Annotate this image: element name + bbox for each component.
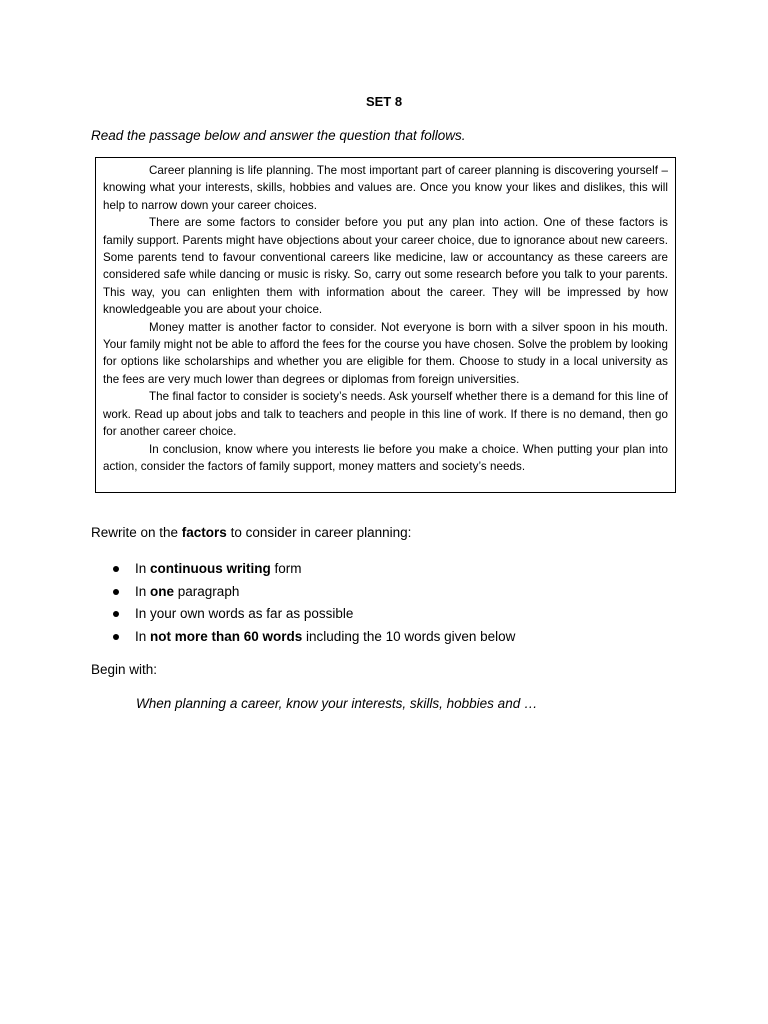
requirement-prefix: In your own words as far as possible — [135, 606, 354, 621]
requirement-prefix: In — [135, 628, 151, 644]
task-instruction — [91, 525, 411, 540]
passage-paragraph-1: Career planning is life planning. The most important part of career planning is discovering yourself – knowing what your interests, skills, hobbies and values are. Once you know your likes and dislikes, this will help to narrow down your career choices. — [103, 164, 668, 212]
requirement-bold: continuous writing — [150, 561, 271, 576]
passage-paragraph-4: The final factor to consider is society’s needs. Ask yourself whether there is a demand for this line of work. Read up about jobs and talk to teachers and people in this line of work. If there is no demand, then go for another career choice. — [103, 390, 668, 439]
requirement-suffix: form — [270, 561, 302, 576]
task-bold: factors — [181, 525, 227, 540]
requirement-bold: not more than 60 words — [150, 628, 303, 644]
requirement-bold: one — [150, 583, 175, 599]
passage-paragraph-2: There are some factors to consider before you put any plan into action. One of these factors is family support. Parents might have objections about your career choice, due to ignorance about new careers. Some parents tend to favour conventional careers like medicine, law or accountancy as these careers are considered safe while dancing or music is risky. So, carry out some research before you talk to your parents. This way, you can enlighten them with information about the career. They will be impressed by how knowledgeable you are about your choice. — [103, 216, 668, 317]
requirement-prefix: In — [135, 561, 151, 576]
bullet-icon — [113, 634, 119, 640]
passage-paragraph-5: In conclusion, know where you interests lie before you make a choice. When putting your plan into action, consider the factors of family support, money matters and society’s needs. — [103, 442, 668, 473]
task-suffix: to consider in career planning: — [226, 525, 412, 540]
bullet-icon — [113, 611, 119, 617]
requirement-prefix: In — [135, 583, 151, 599]
passage-paragraph-3: Money matter is another factor to consider. Not everyone is born with a silver spoon in his mouth. Your family might not be able to afford the fees for the course you have chosen. Solve the problem by looking for options like scholarships and whether you are eligible for them. Choose to study in a local university as the fees are very much lower than degrees or diplomas from foreign universities. — [103, 320, 668, 386]
task-prefix: Rewrite on the — [91, 525, 182, 540]
requirement-item — [113, 603, 515, 626]
set-title: SET 8 — [365, 94, 403, 109]
requirement-item — [113, 581, 515, 604]
passage-box — [95, 157, 676, 493]
requirement-item — [113, 558, 515, 581]
requirement-suffix: including the 10 words given below — [302, 628, 516, 644]
begin-label: Begin with: — [91, 662, 158, 677]
bullet-icon — [113, 589, 119, 595]
bullet-icon — [113, 566, 119, 572]
begin-text: When planning a career, know your interests, skills, hobbies and … — [136, 696, 538, 711]
requirement-item — [113, 626, 515, 649]
requirements-list — [113, 558, 515, 648]
instruction-text: Read the passage below and answer the question that follows. — [91, 128, 466, 143]
requirement-suffix: paragraph — [174, 583, 240, 599]
